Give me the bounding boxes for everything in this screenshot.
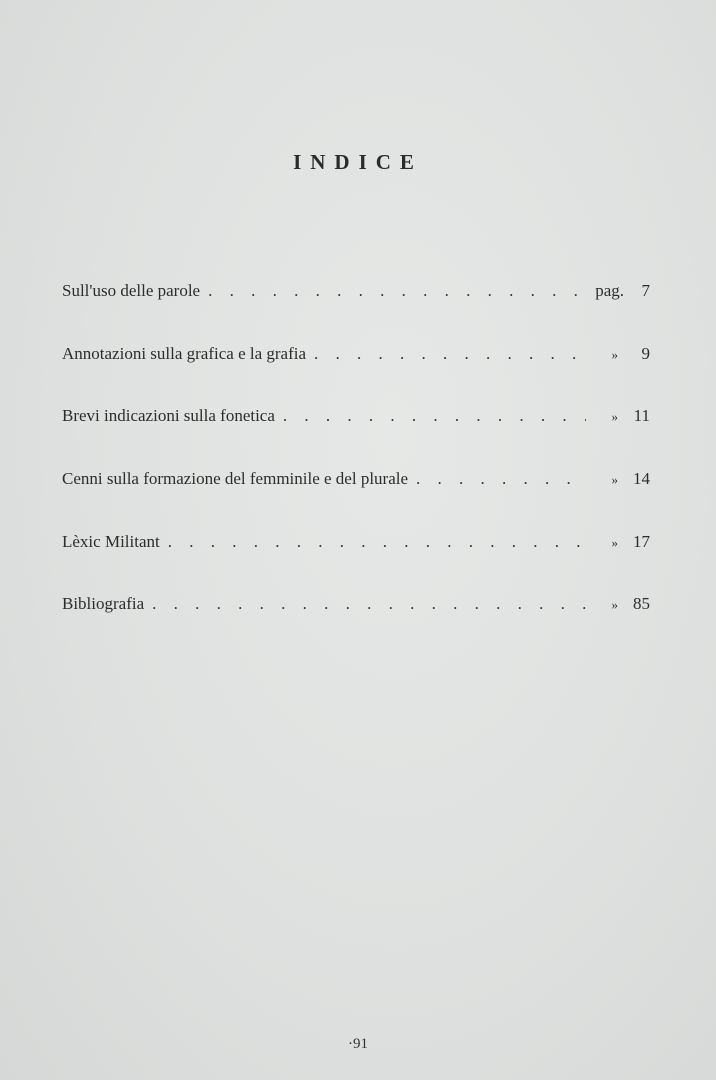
toc-entry-page: 17 <box>633 532 650 551</box>
toc-entry-prefix: pag. <box>595 281 624 300</box>
toc-entry-prefix: » <box>611 347 618 362</box>
toc-entry-fonetica <box>62 403 650 429</box>
toc-entry-prefix: » <box>611 597 618 612</box>
dot-leader <box>160 529 586 555</box>
toc-entry-label: Cenni sulla formazione del femminile e del plurale <box>62 469 409 488</box>
toc-entry-label: Sull'uso delle parole <box>62 281 201 300</box>
dot-leader <box>275 403 586 429</box>
toc-entry-femminile-plurale <box>62 466 650 492</box>
dot-leader <box>408 466 586 492</box>
page-title: INDICE <box>293 150 423 174</box>
toc-entry-page: 85 <box>633 594 650 613</box>
toc-entry-lexic-militant <box>62 529 650 555</box>
toc-entry-grafica <box>62 341 650 367</box>
toc-entry-page: 14 <box>633 469 650 488</box>
toc-entry-label: Bibliografia <box>62 594 145 613</box>
dot-leader <box>200 278 586 304</box>
toc-entry-label: Lèxic Militant <box>62 532 160 551</box>
toc-entry-label: Annotazioni sulla grafica e la grafia <box>62 344 307 363</box>
toc-entry-uso-parole <box>62 278 650 304</box>
toc-entry-prefix: » <box>611 409 618 424</box>
dot-leader <box>306 341 586 367</box>
page-number: ·91 <box>348 1036 368 1052</box>
toc-entry-page: 7 <box>641 281 650 300</box>
toc-entry-bibliografia <box>62 591 650 617</box>
toc-entry-label: Brevi indicazioni sulla fonetica <box>62 406 275 425</box>
toc-entry-page: 9 <box>641 344 650 363</box>
toc-entry-prefix: » <box>611 472 618 487</box>
toc-entry-prefix: » <box>611 535 618 550</box>
toc-entry-page: 11 <box>633 406 650 425</box>
dot-leader <box>144 591 586 617</box>
